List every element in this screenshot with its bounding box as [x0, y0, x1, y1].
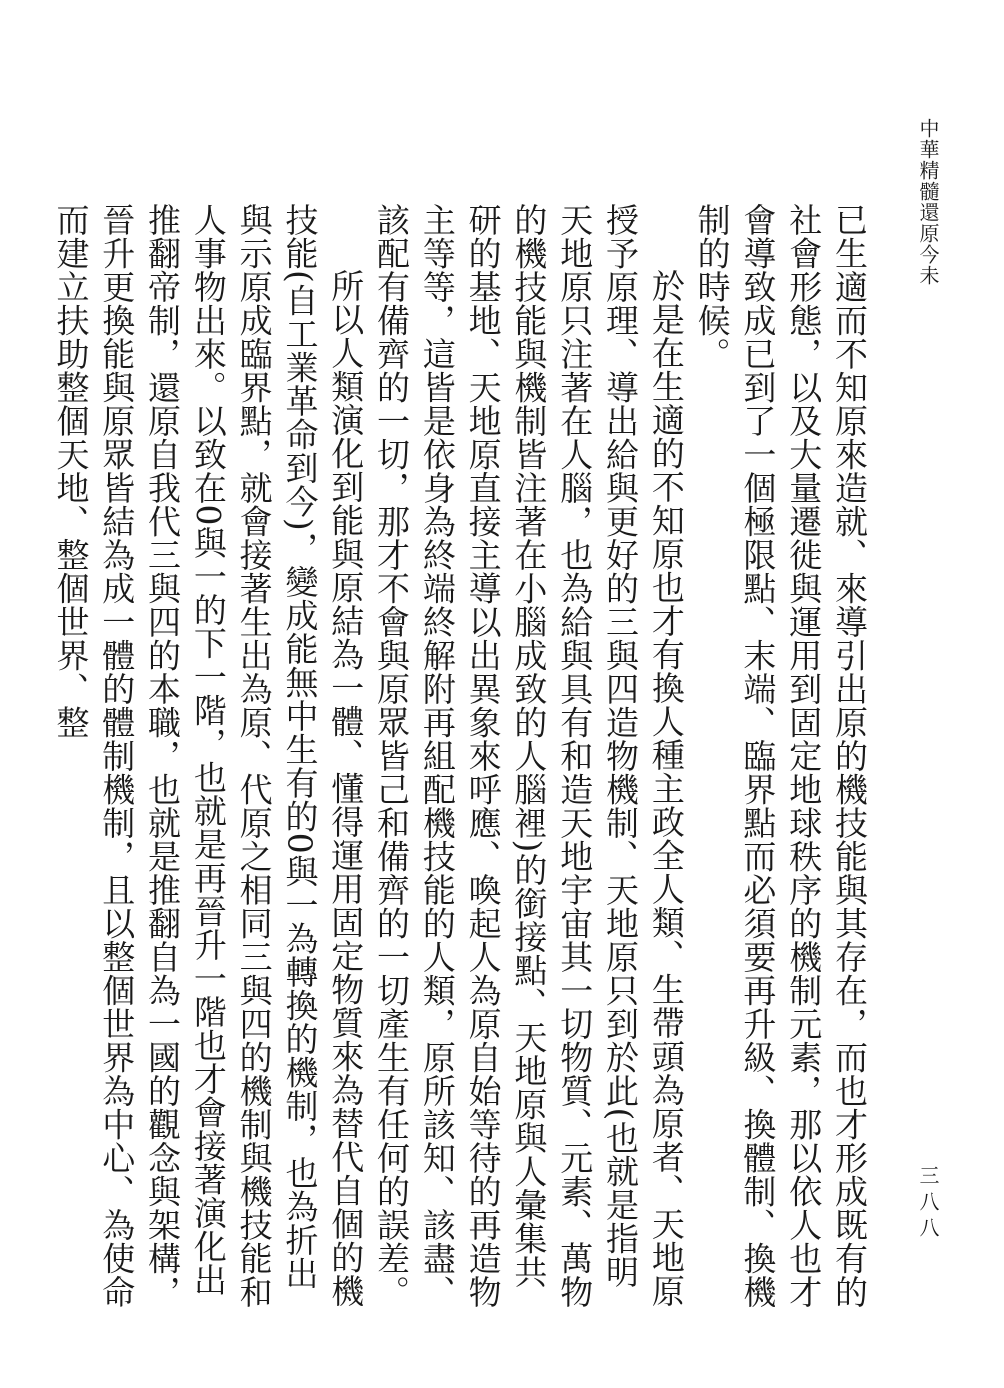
body-text: [51, 203, 872, 1313]
running-title: 中華精髓還原今未: [916, 118, 940, 286]
paragraph-1: 已生適而不知原來造就、來導引出原的機技能與其存在，而也才形成既有的社會形態，以及大量遷徙與運用到固定地球秩序的機制元素，那以依人也才會導致成已到了一個極限點、末端、臨界點而必須要再升級、換體制、換機制的時候。: [692, 203, 869, 1309]
page-number: 三八八: [916, 1165, 940, 1243]
paragraph-3: 所以人類演化到能與原結為一體、懂得運用固定物質來為替代自個的機技能(自工業革命到今)，變成能無中生有的0與一為轉換的機制，也為折出與示原成臨界點，就會接著生出為原、代原之相同三與四的機制與機技能和人事物出來。以致在0與一的下一階，也就是再晉升一階也才會接著演化出推翻帝制，還原自我代三與四的本職，也就是推翻自為一國的觀念與架構，晉升更換能與原眾皆結為成一體的體制機制，且以整個世界為中心、為使命而建立扶助整個天地、整個世界、整: [51, 203, 366, 1309]
paragraph-2: 於是在生適的不知原也才有換人種主政全人類、生帶頭為原者、天地原授予原理、導出給與更好的三與四造物機制、天地原只到於此(也就是指明天地原只注著在人腦，也為給與具有和造天地宇宙其一切物質、元素、萬物的機技能與機制皆注著在小腦成致的人腦裡)的銜接點、天地原與人彙集共研的基地、天地原直接主導以出異象來呼應、喚起人為原自始等待的再造物主等等，這皆是依身為終端終解附再組配機技能的人類，原所該知、該盡、該配有備齊的一切，那才不會與原眾皆己和備齊的一切產生有任何的誤差。: [372, 203, 686, 1309]
